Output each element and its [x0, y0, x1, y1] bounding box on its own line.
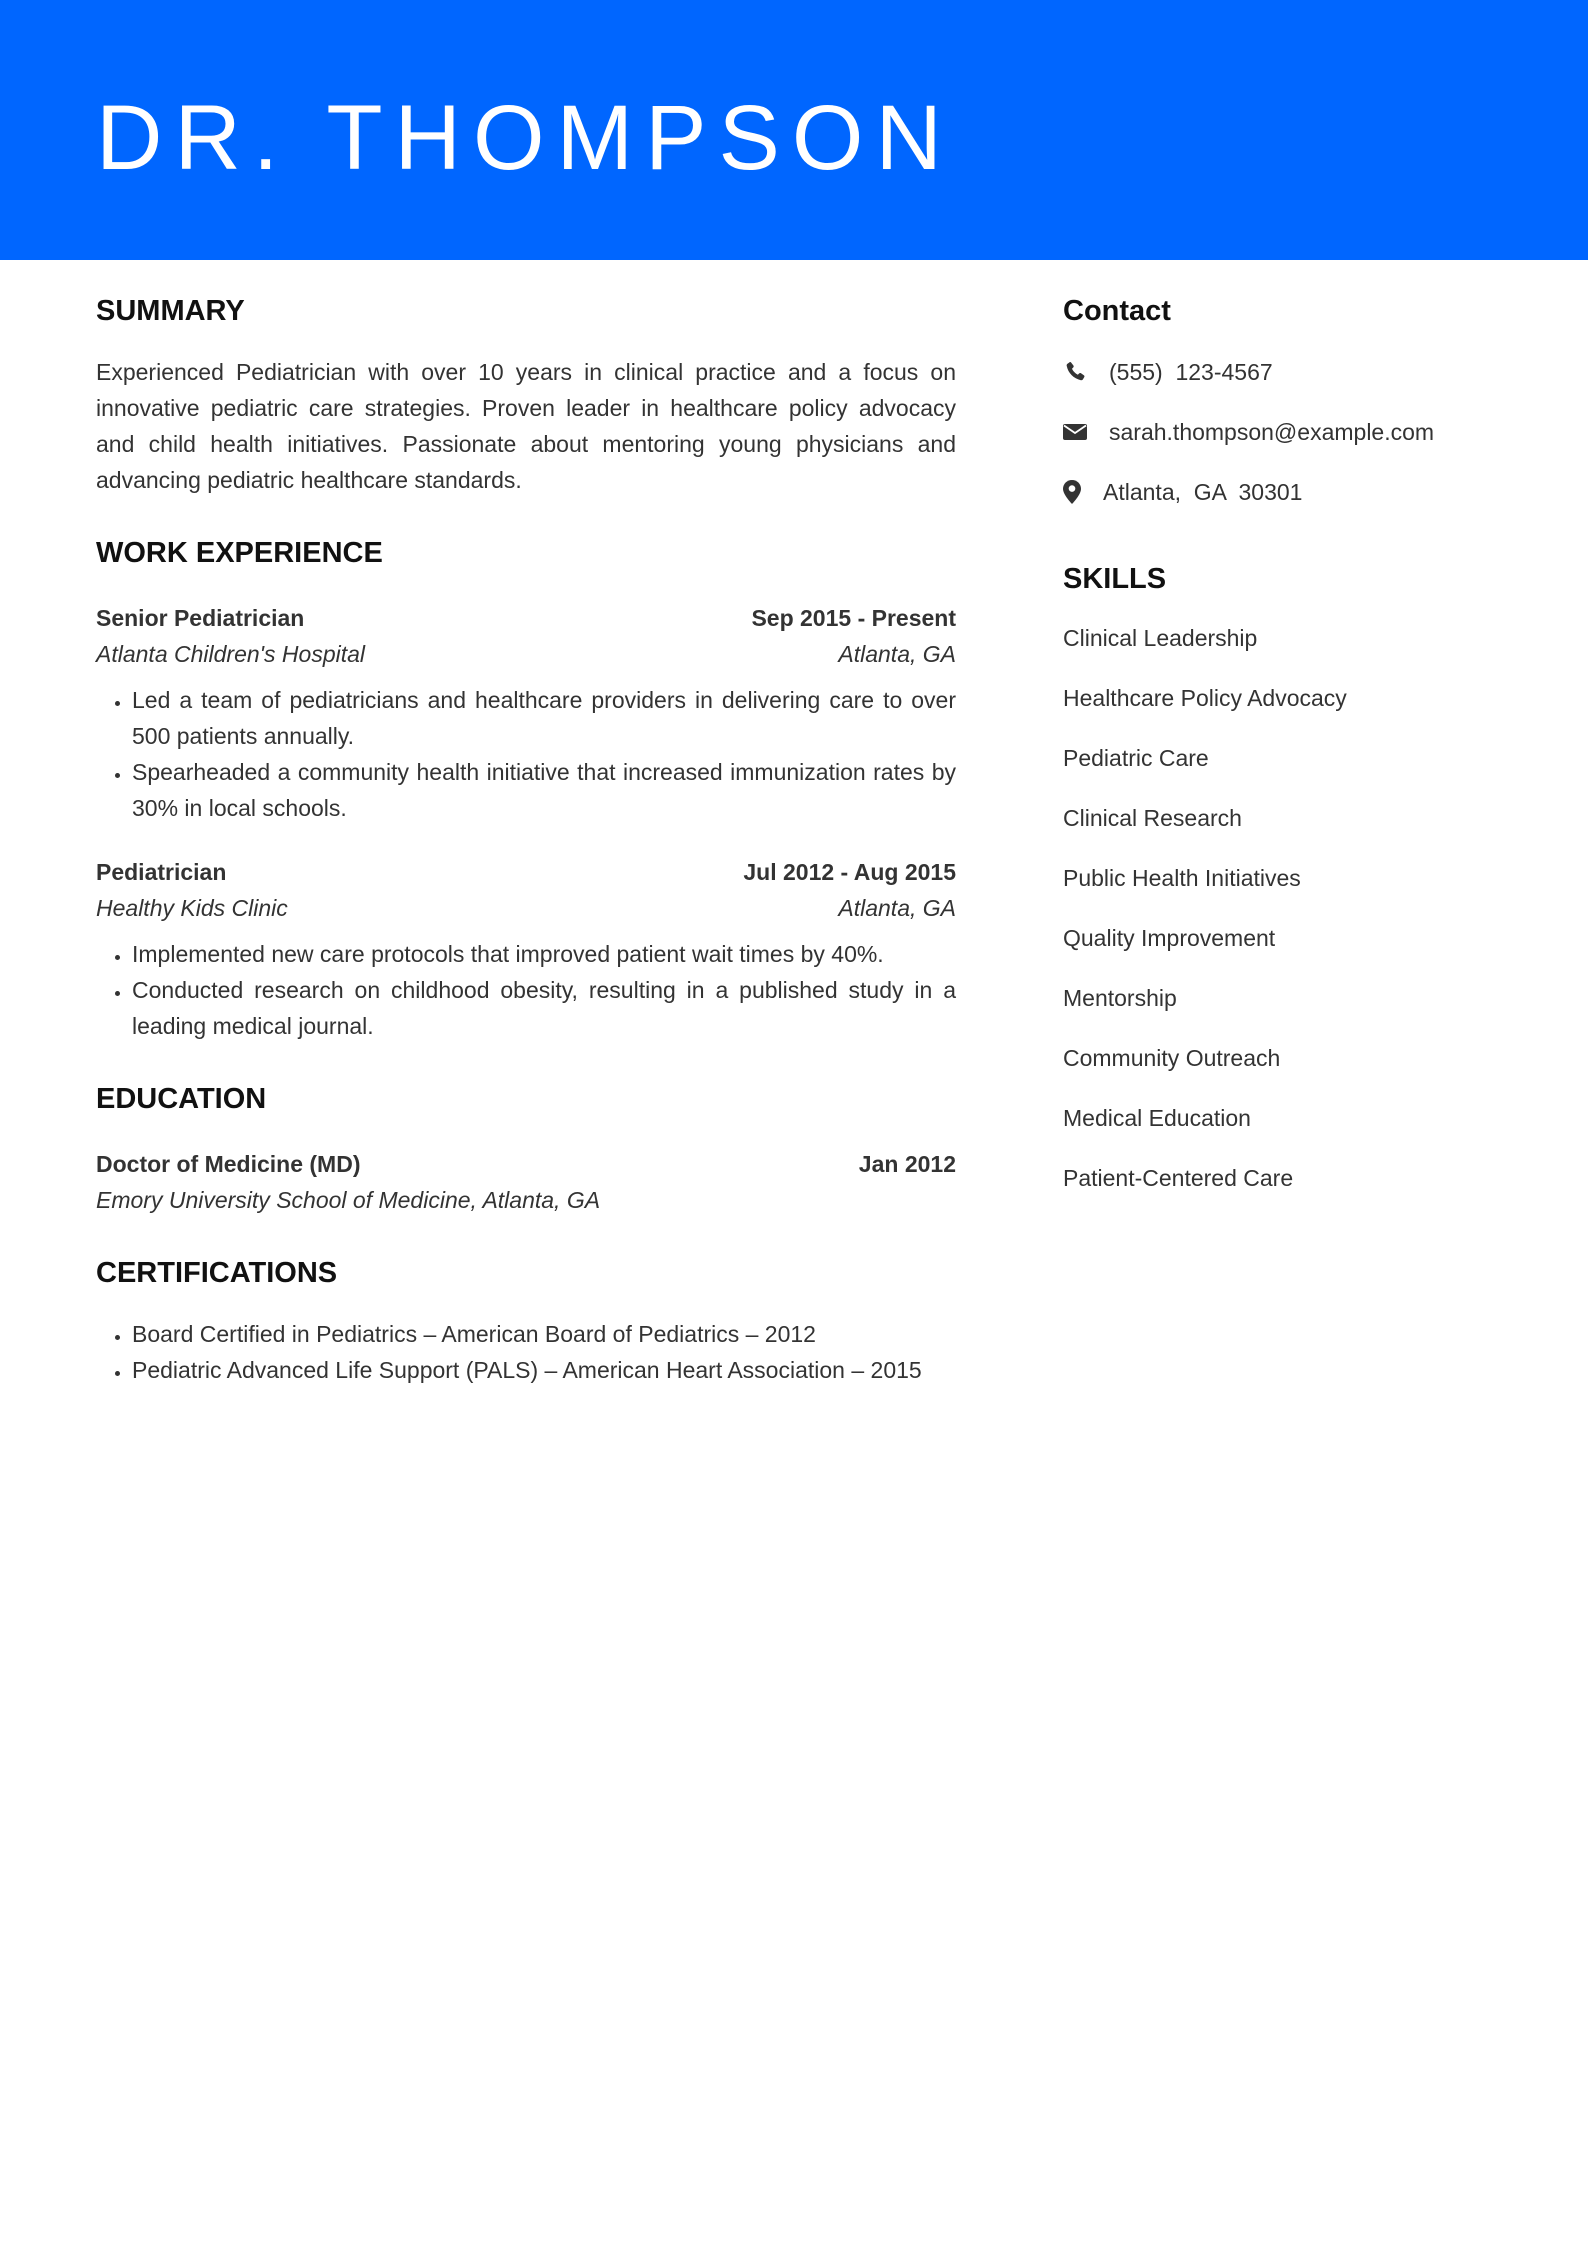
skill-item: Pediatric Care: [1063, 745, 1209, 771]
sidebar-column: [1063, 290, 1523, 1220]
bullet-item: • Conducted research on childhood obesity, resulting in a published study in a leading medical journal.: [132, 972, 956, 1044]
contact-email: [1063, 414, 1523, 450]
job-title: Senior Pediatrician: [96, 605, 305, 631]
bullet-item: • Led a team of pediatricians and healthcare providers in delivering care to over 500 patients annually.: [132, 682, 956, 754]
skill-item: Medical Education: [1063, 1105, 1251, 1131]
job-bullets: [96, 936, 956, 1044]
certification-item: • Pediatric Advanced Life Support (PALS) – American Heart Association – 2015: [132, 1352, 956, 1388]
job-organization: Atlanta Children's Hospital: [96, 641, 366, 667]
email-address: sarah.thompson@example.com: [1109, 418, 1435, 445]
phone-number: (555) 123-4567: [1109, 358, 1273, 385]
job-bullets: [96, 682, 956, 826]
certifications-list: [96, 1316, 956, 1388]
education-entry: [96, 1146, 956, 1218]
education-section: [96, 1078, 956, 1218]
education-heading: EDUCATION: [96, 1083, 267, 1115]
map-marker-icon: [1063, 477, 1087, 507]
skill-item: Healthcare Policy Advocacy: [1063, 685, 1347, 711]
contact-heading: Contact: [1063, 295, 1171, 327]
job-entry: [96, 600, 956, 826]
summary-section: [96, 290, 956, 498]
job-location: Atlanta, GA: [838, 641, 956, 667]
work-experience-heading: WORK EXPERIENCE: [96, 537, 383, 569]
degree-date: Jan 2012: [858, 1151, 956, 1177]
bullet-item: • Implemented new care protocols that improved patient wait times by 40%.: [132, 936, 956, 972]
work-experience-section: [96, 532, 956, 1044]
job-entry: [96, 854, 956, 1044]
job-dates: Jul 2012 - Aug 2015: [743, 859, 956, 885]
skill-item: Community Outreach: [1063, 1045, 1281, 1071]
certifications-section: [96, 1252, 956, 1388]
skills-section: [1063, 558, 1523, 1196]
certification-item: • Board Certified in Pediatrics – American Board of Pediatrics – 2012: [132, 1316, 956, 1352]
job-organization: Healthy Kids Clinic: [96, 895, 288, 921]
skills-heading: SKILLS: [1063, 563, 1167, 595]
degree: Doctor of Medicine (MD): [96, 1151, 361, 1177]
main-column: [96, 290, 956, 1388]
skill-item: Clinical Leadership: [1063, 625, 1258, 651]
contact-phone: [1063, 354, 1523, 390]
skill-item: Public Health Initiatives: [1063, 865, 1301, 891]
summary-text: Experienced Pediatrician with over 10 years in clinical practice and a focus on innovative pediatric care strategies. Proven leader in healthcare policy advocacy and child health initiatives. Passionate about mentoring young physicians and advancing pediatric healthcare standards.: [96, 359, 956, 493]
phone-icon: [1063, 357, 1093, 387]
bullet-item: • Spearheaded a community health initiative that increased immunization rates by 30% in local schools.: [132, 754, 956, 826]
summary-heading: SUMMARY: [96, 295, 245, 327]
certifications-heading: CERTIFICATIONS: [96, 1257, 338, 1289]
header-band: [0, 0, 1588, 260]
contact-location: [1063, 474, 1523, 510]
envelope-icon: [1063, 417, 1093, 447]
skill-item: Patient-Centered Care: [1063, 1165, 1294, 1191]
contact-section: [1063, 290, 1523, 510]
school: Emory University School of Medicine, Atlanta, GA: [96, 1187, 601, 1213]
skill-item: Quality Improvement: [1063, 925, 1276, 951]
job-location: Atlanta, GA: [838, 895, 956, 921]
location-text: Atlanta, GA 30301: [1103, 478, 1303, 505]
candidate-name: DR. THOMPSON: [96, 87, 954, 189]
skill-item: Mentorship: [1063, 985, 1177, 1011]
skill-item: Clinical Research: [1063, 805, 1242, 831]
job-title: Pediatrician: [96, 859, 227, 885]
job-dates: Sep 2015 - Present: [751, 605, 956, 631]
skills-list: [1063, 620, 1523, 1196]
